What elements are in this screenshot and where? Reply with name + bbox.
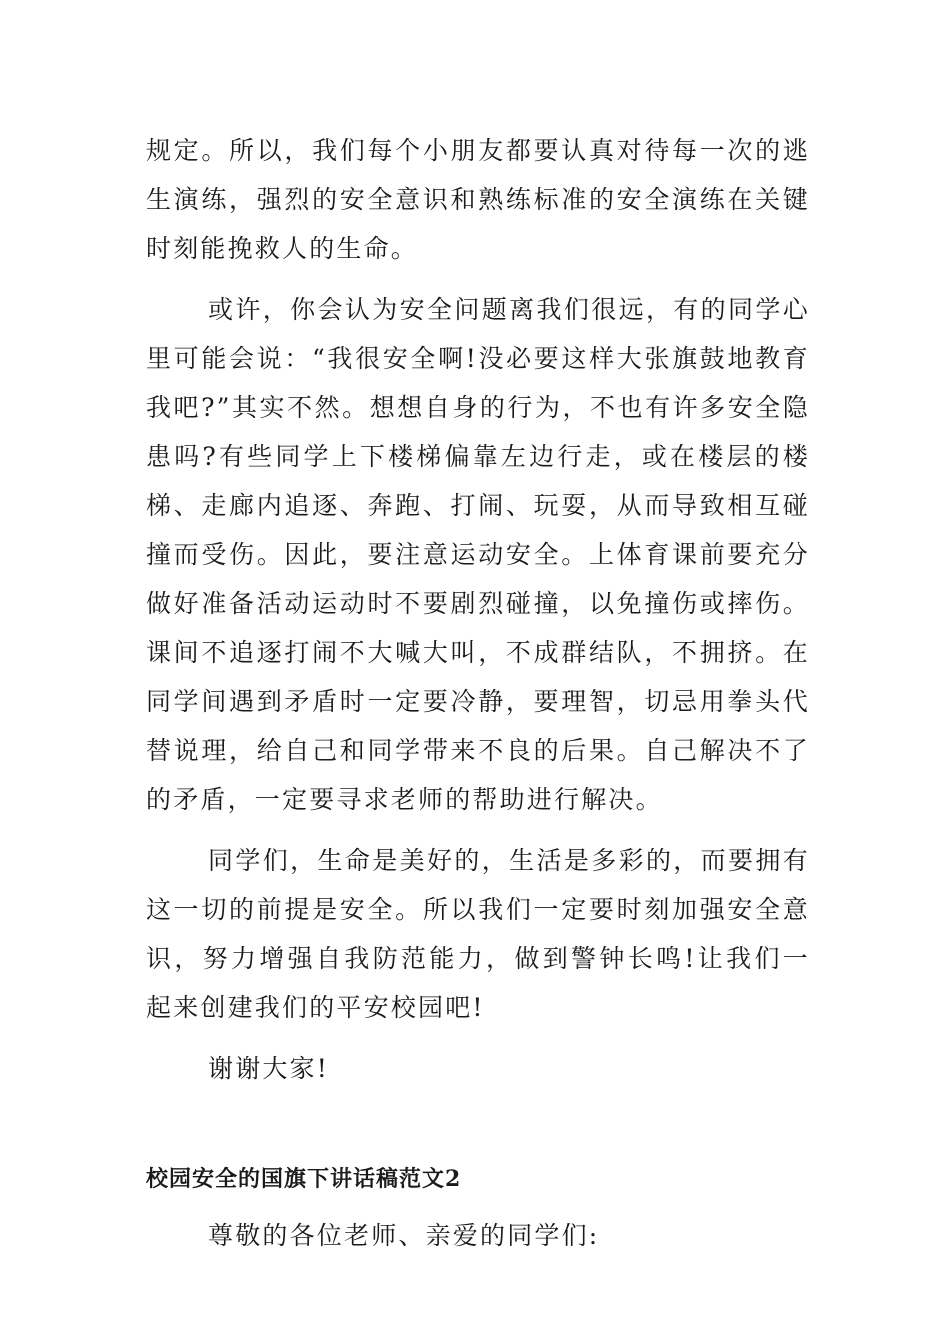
paragraph-safe-campus: 同学们，生命是美好的，生活是多彩的，而要拥有这一切的前提是安全。所以我们一定要时刻加强安全意识，努力增强自我防范能力，做到警钟长鸣!让我们一起来创建我们的平安校园吧! — [146, 846, 810, 1022]
paragraph-thanks: 谢谢大家! — [208, 1054, 330, 1083]
paragraph-safety-hazards: 或许，你会认为安全问题离我们很远，有的同学心里可能会说：“我很安全啊!没必要这样大张旗鼓地教育我吧?”其实不然。想想自身的行为，不也有许多安全隐患吗?有些同学上下楼梯偏靠左边行走，或在楼层的楼梯、走廊内追逐、奔跑、打闹、玩耍，从而导致相互碰撞而受伤。因此，要注意运动安全。上体育课前要充分做好准备活动运动时不要剧烈碰撞，以免撞伤或摔伤。课间不追逐打闹不大喊大叫，不成群结队，不拥挤。在同学间遇到矛盾时一定要冷静，要理智，切忌用拳头代替说理，给自己和同学带来不良的后果。自己解决不了的矛盾，一定要寻求老师的帮助进行解决。 — [146, 295, 810, 814]
paragraph-evacuation-drill: 规定。所以，我们每个小朋友都要认真对待每一次的逃生演练，强烈的安全意识和熟练标准的安全演练在关键时刻能挽救人的生命。 — [146, 136, 810, 263]
section-title: 校园安全的国旗下讲话稿范文2 — [146, 1166, 462, 1192]
greeting: 尊敬的各位老师、亲爱的同学们: — [208, 1221, 600, 1250]
